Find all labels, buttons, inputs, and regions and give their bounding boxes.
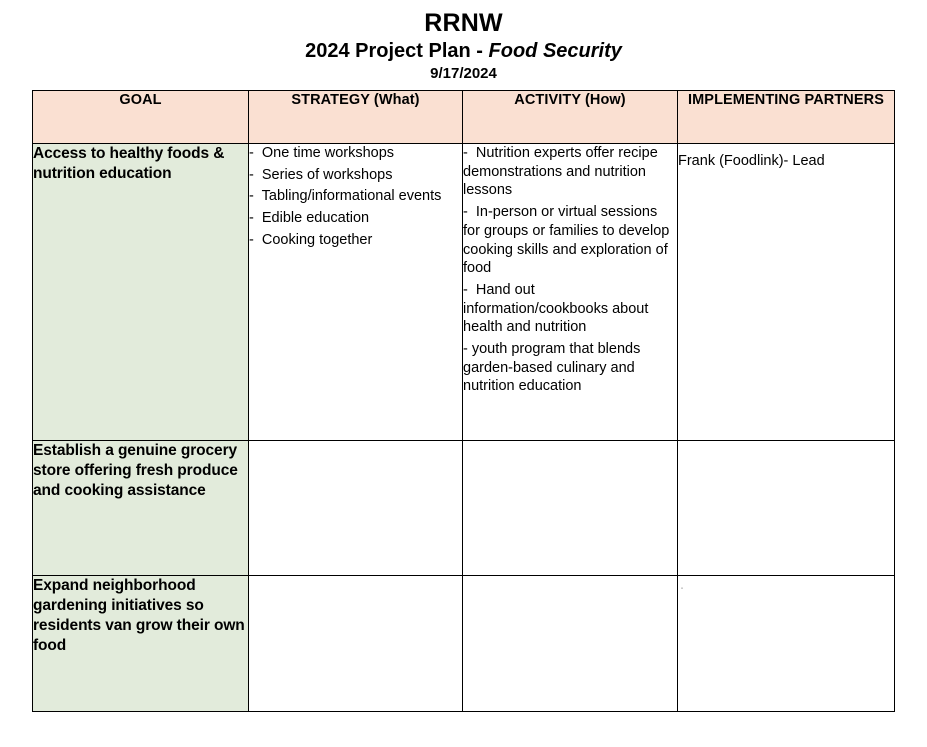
partner-dot-mark: . (680, 577, 685, 593)
column-header-activity (463, 91, 678, 144)
list-item: - Nutrition experts offer recipe demonstrations and nutrition lessons (463, 145, 662, 199)
list-item: - In-person or virtual sessions for groups or families to develop cooking skills and exploration of food (463, 204, 674, 277)
goal-cell (33, 144, 249, 441)
goal-text: Expand neighborhood gardening initiatives so residents van grow their own food (33, 577, 245, 655)
plan-date: 9/17/2024 (430, 65, 497, 82)
column-header-partners-label: IMPLEMENTING PARTNERS (688, 92, 884, 108)
plan-subtitle-prefix: 2024 Project Plan - (305, 40, 489, 62)
goal-cell (33, 441, 249, 576)
table-header-row (33, 91, 895, 144)
goal-text: Access to healthy foods & nutrition education (33, 145, 225, 183)
document-title-block (0, 0, 927, 84)
table-body (33, 144, 895, 712)
partner-text (678, 441, 894, 449)
activity-cell (463, 441, 678, 576)
list-item: - Series of workshops (249, 166, 393, 183)
partner-text (678, 593, 894, 601)
goal-text: Establish a genuine grocery store offering fresh produce and cooking assistance (33, 442, 238, 500)
column-header-strategy-label: STRATEGY (What) (291, 92, 420, 108)
activity-cell (463, 576, 678, 712)
goal-cell (33, 576, 249, 712)
column-header-goal (33, 91, 249, 144)
table-row (33, 441, 895, 576)
partners-cell (678, 144, 895, 441)
plan-table-container (32, 90, 894, 712)
partners-cell (678, 441, 895, 576)
list-item: - Edible education (249, 210, 370, 227)
organization-title: RRNW (424, 9, 503, 37)
partner-text: Frank (Foodlink)- Lead (678, 153, 825, 169)
strategy-list (249, 144, 462, 250)
plan-subtitle-emphasis: Food Security (488, 40, 622, 62)
list-item: - Hand out information/cookbooks about health and nutrition (463, 281, 653, 336)
strategy-cell (249, 441, 463, 576)
activity-list (463, 144, 677, 396)
project-plan-table (32, 90, 895, 712)
list-item: - Cooking together (249, 231, 373, 248)
list-item: - One time workshops (249, 145, 395, 161)
table-row (33, 144, 895, 441)
strategy-cell (249, 144, 463, 441)
strategy-cell (249, 576, 463, 712)
activity-cell (463, 144, 678, 441)
plan-subtitle (0, 39, 927, 64)
list-item: - Tabling/informational events (249, 188, 442, 205)
table-header (33, 91, 895, 144)
table-row (33, 576, 895, 712)
list-item: - youth program that blends garden-based culinary and nutrition education (463, 341, 645, 395)
column-header-goal-label: GOAL (119, 92, 162, 108)
partners-cell (678, 576, 895, 712)
column-header-strategy (249, 91, 463, 144)
column-header-partners (678, 91, 895, 144)
column-header-activity-label: ACTIVITY (How) (514, 92, 626, 108)
